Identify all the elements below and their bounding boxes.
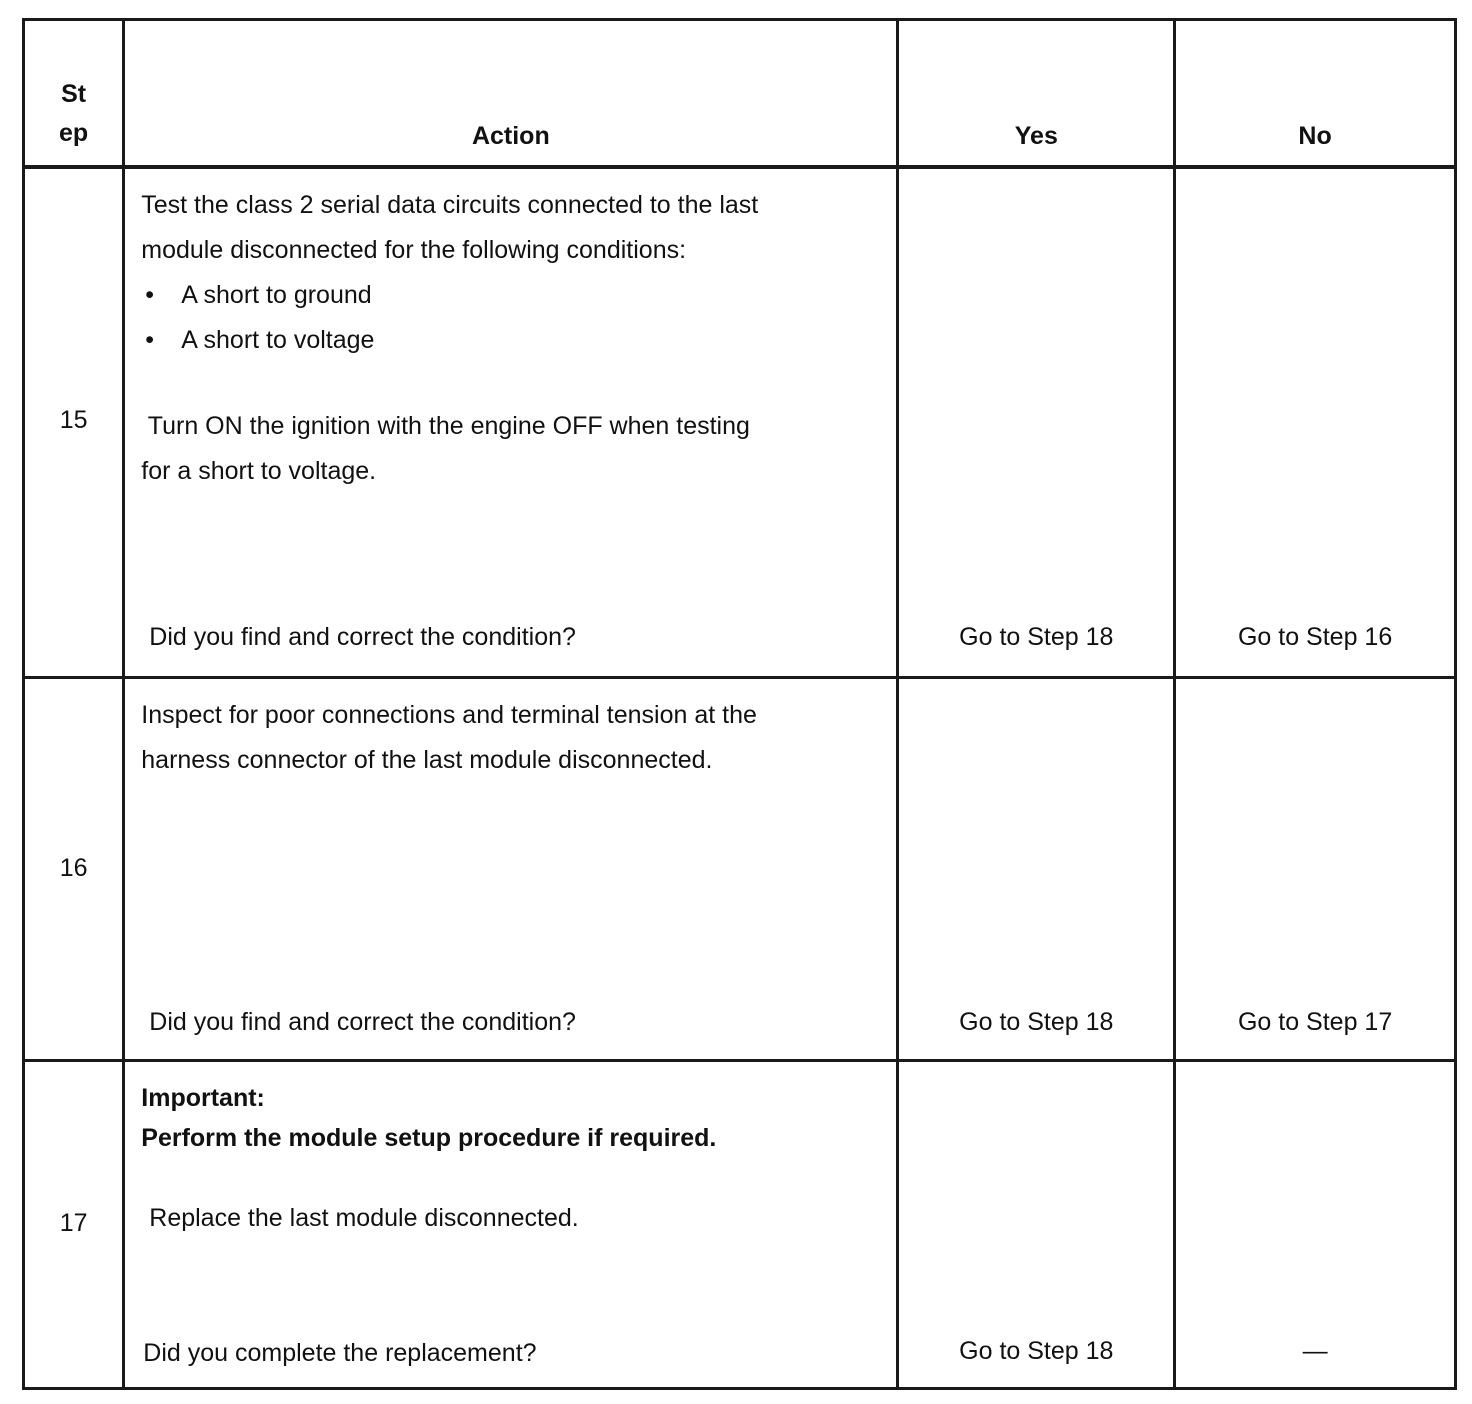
- question-text: Did you find and correct the condition?: [149, 623, 576, 651]
- yes-cell: [898, 677, 1175, 1060]
- list-item-text: A short to voltage: [181, 326, 375, 354]
- header-step-cell: [24, 20, 124, 168]
- no-cell: [1175, 1060, 1456, 1388]
- step-number: 16: [59, 853, 88, 882]
- condition-list: [141, 273, 886, 363]
- table-row-step-17: [24, 1060, 1456, 1388]
- action-line: Inspect for poor connections and terminal tension at the: [141, 700, 757, 729]
- table-row-step-16: [24, 677, 1456, 1060]
- no-answer: —: [1302, 1336, 1328, 1365]
- bullet-icon: •: [145, 281, 155, 309]
- step-number: 17: [59, 1208, 88, 1237]
- yes-cell: [898, 1060, 1175, 1388]
- action-text-block: [141, 183, 886, 494]
- note-line: Turn ON the ignition with the engine OFF when testing: [141, 412, 750, 440]
- action-text: Replace the last module disconnected.: [149, 1203, 579, 1232]
- header-no-label: No: [1298, 122, 1332, 150]
- diagnostic-table: [22, 18, 1457, 1390]
- action-line: harness connector of the last module disconnected.: [141, 745, 713, 774]
- header-step-line1: St: [61, 80, 87, 108]
- header-action-label: Action: [471, 122, 550, 150]
- action-cell: [124, 1060, 898, 1388]
- yes-answer: Go to Step 18: [959, 623, 1114, 651]
- action-cell: [124, 677, 898, 1060]
- step-cell: [24, 677, 124, 1060]
- action-text-block: [141, 1078, 886, 1158]
- step-cell: [24, 1060, 124, 1388]
- action-cell: [124, 167, 898, 677]
- yes-answer: Go to Step 18: [959, 1336, 1114, 1365]
- header-action-cell: [124, 20, 898, 168]
- table-header-row: [24, 20, 1456, 168]
- no-cell: [1175, 167, 1456, 677]
- list-item: [141, 318, 886, 363]
- header-step-label: [25, 75, 122, 153]
- header-yes-label: Yes: [1014, 122, 1058, 150]
- action-text-block: [141, 693, 886, 783]
- important-text: Perform the module setup procedure if required.: [141, 1123, 717, 1152]
- table-row-step-15: [24, 167, 1456, 677]
- bullet-icon: •: [145, 326, 155, 354]
- note-line: for a short to voltage.: [141, 457, 377, 485]
- no-answer: Go to Step 17: [1237, 1007, 1393, 1036]
- step-number: 15: [59, 406, 88, 434]
- list-item-text: A short to ground: [181, 281, 372, 309]
- no-answer: Go to Step 16: [1237, 623, 1393, 651]
- important-label: Important:: [141, 1083, 265, 1112]
- header-step-line2: ep: [59, 119, 89, 147]
- header-no-cell: [1175, 20, 1456, 168]
- list-item: [141, 273, 886, 318]
- step-cell: [24, 167, 124, 677]
- diagnostic-table-container: [22, 18, 1457, 1387]
- header-yes-cell: [898, 20, 1175, 168]
- question-text: Did you find and correct the condition?: [149, 1007, 576, 1036]
- no-cell: [1175, 677, 1456, 1060]
- action-intro-line: module disconnected for the following conditions:: [141, 236, 687, 264]
- yes-answer: Go to Step 18: [959, 1007, 1114, 1036]
- action-intro-line: Test the class 2 serial data circuits connected to the last: [141, 191, 759, 219]
- question-text: Did you complete the replacement?: [143, 1338, 537, 1367]
- yes-cell: [898, 167, 1175, 677]
